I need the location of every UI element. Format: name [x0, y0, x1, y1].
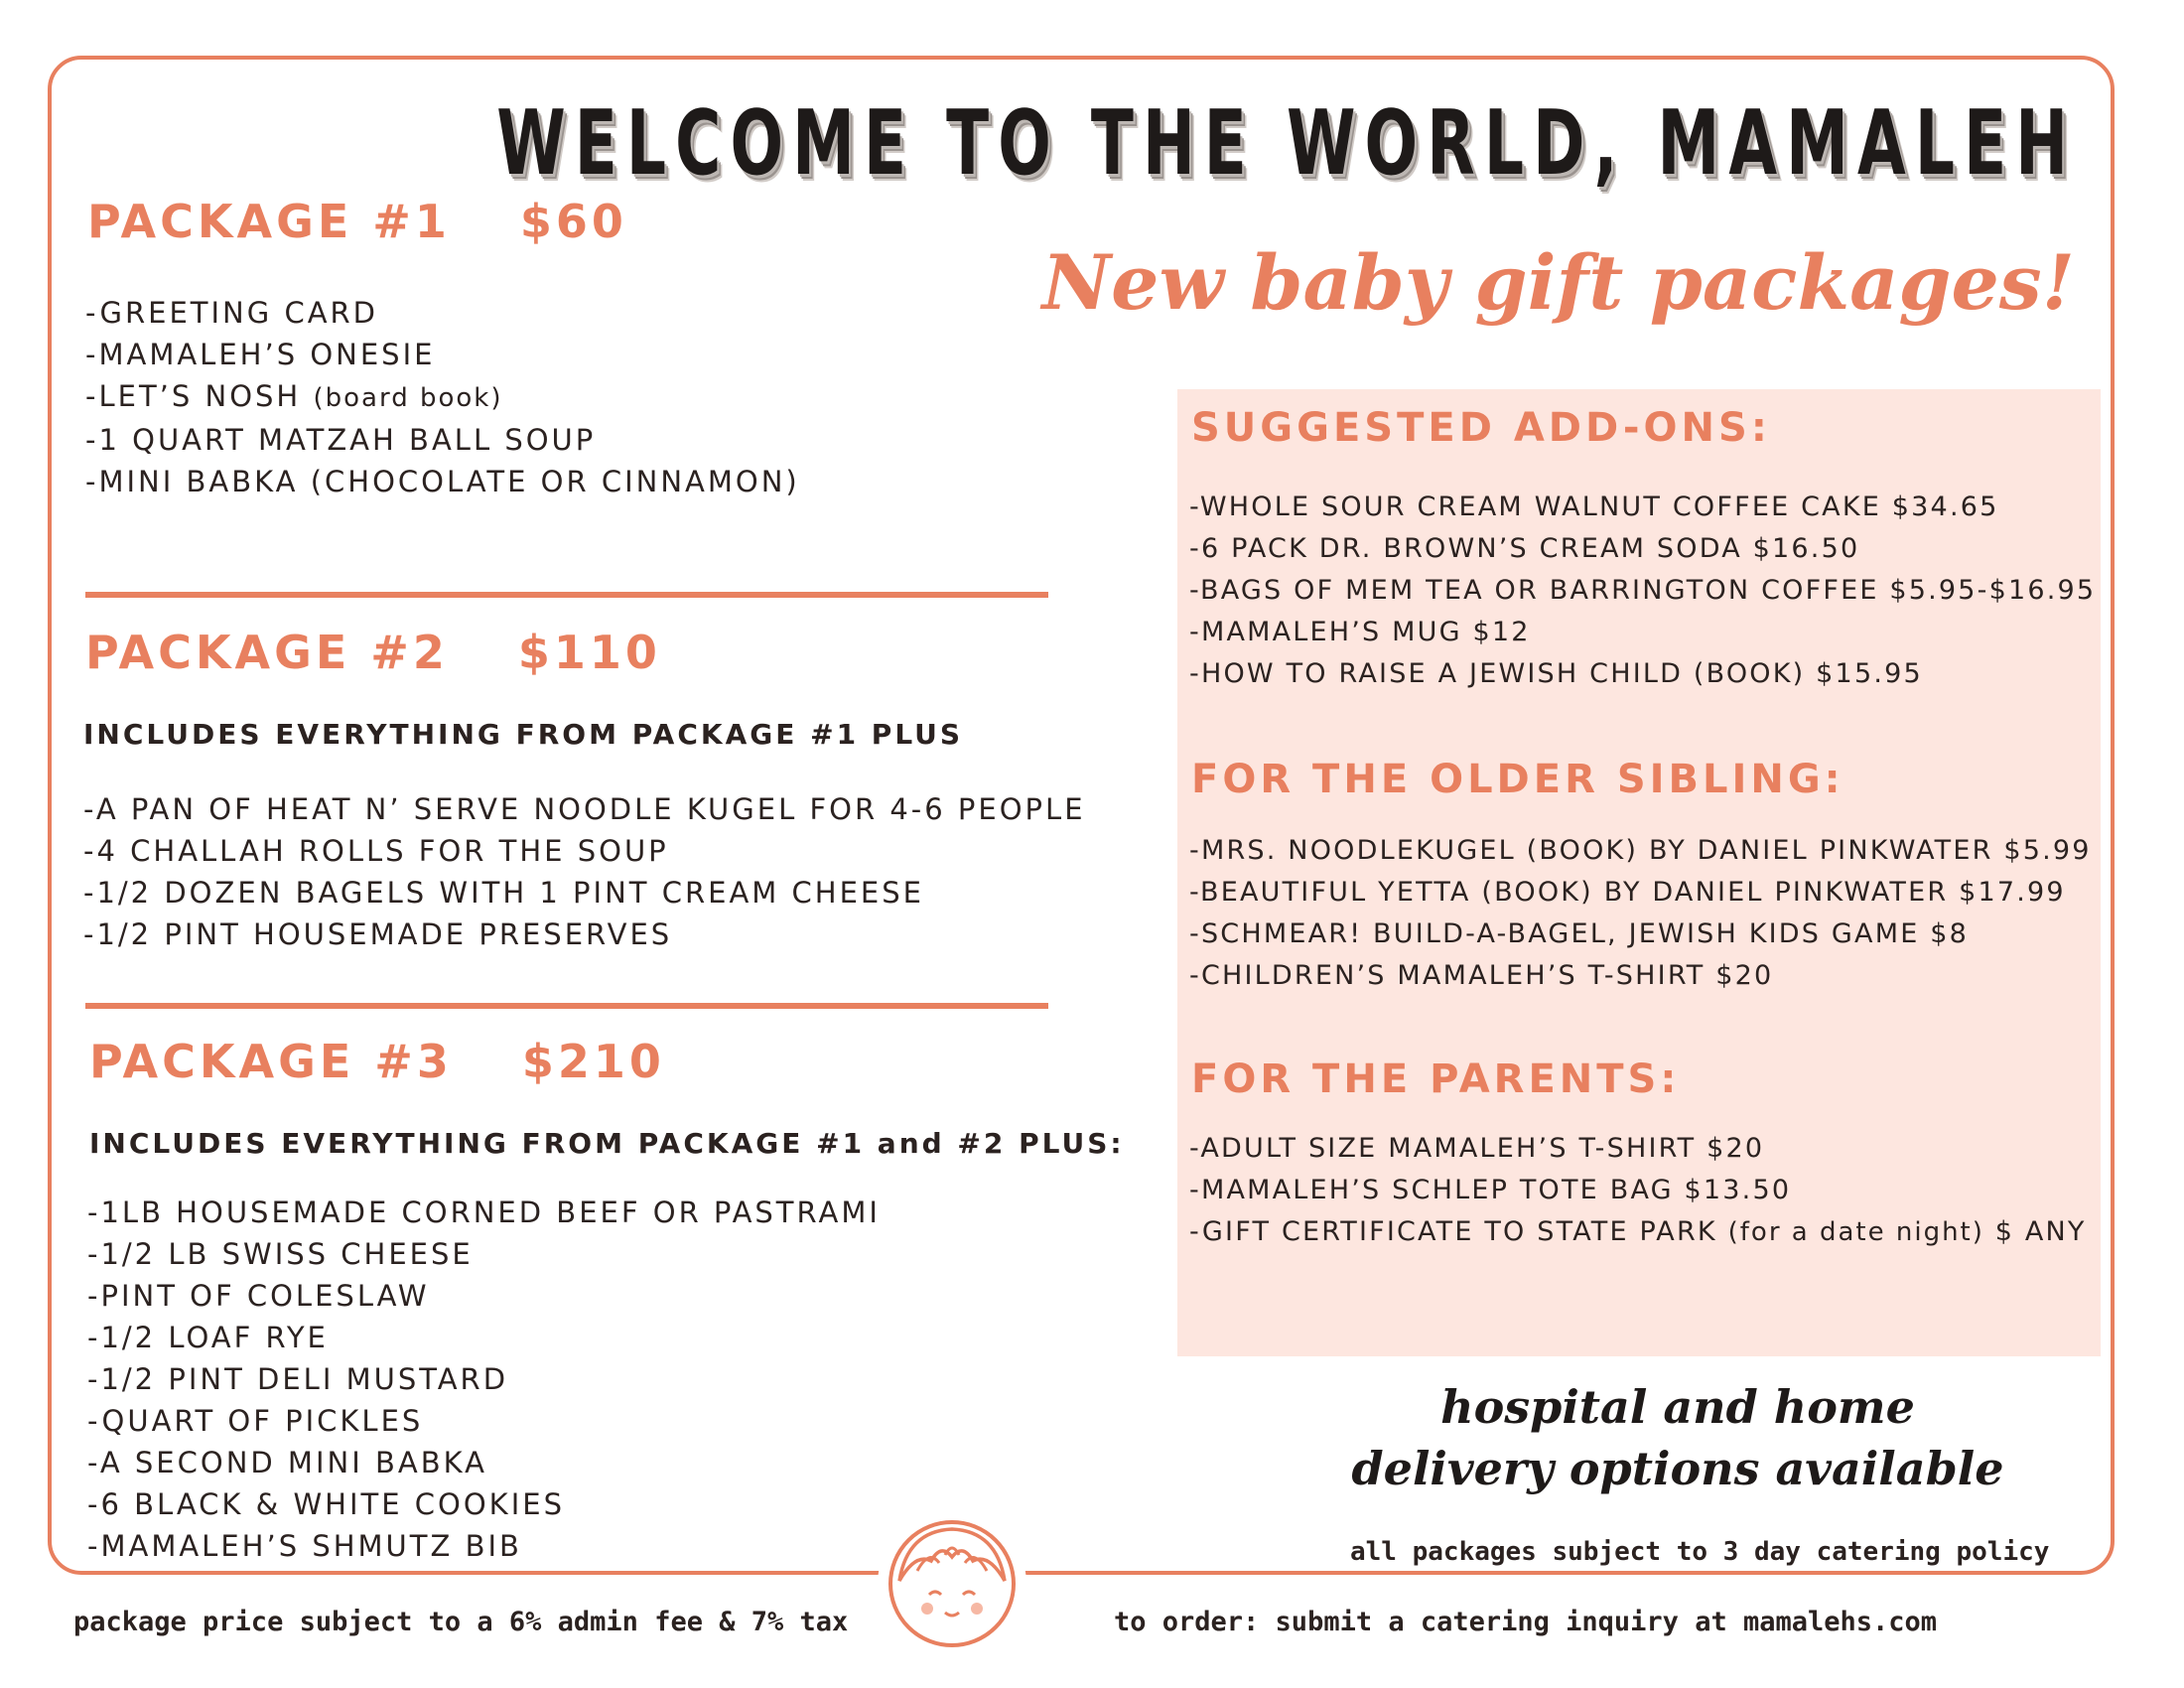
list-item-text: -LET’S NOSH — [85, 379, 302, 413]
list-item-note: (board book) — [313, 383, 503, 413]
list-item: -1/2 PINT DELI MUSTARD — [87, 1362, 509, 1396]
list-item: -1/2 DOZEN BAGELS WITH 1 PINT CREAM CHEESE — [83, 876, 924, 910]
list-item: -QUART OF PICKLES — [87, 1404, 424, 1438]
list-item-note: (for a date night) — [1727, 1217, 1984, 1247]
list-item: -ADULT SIZE MAMALEH’S T-SHIRT $20 — [1189, 1133, 1765, 1164]
list-item-text: -GIFT CERTIFICATE TO STATE PARK — [1189, 1216, 1728, 1247]
list-item: -PINT OF COLESLAW — [87, 1279, 430, 1313]
list-item: -MAMALEH’S SHMUTZ BIB — [87, 1529, 522, 1563]
list-item: -A SECOND MINI BABKA — [87, 1446, 487, 1479]
list-item: -1LB HOUSEMADE CORNED BEEF OR PASTRAMI — [87, 1196, 881, 1229]
list-item: -1/2 LOAF RYE — [87, 1321, 329, 1354]
page-subtitle: New baby gift packages! — [1041, 238, 2075, 327]
mamaleh-face-logo-icon — [878, 1509, 1026, 1658]
list-item: -MRS. NOODLEKUGEL (BOOK) BY DANIEL PINKWATER $5.99 — [1189, 835, 2092, 866]
list-item: -MINI BABKA (CHOCOLATE OR CINNAMON) — [85, 465, 800, 498]
list-item: -WHOLE SOUR CREAM WALNUT COFFEE CAKE $34.65 — [1189, 492, 1999, 522]
older-sibling-heading: FOR THE OLDER SIBLING: — [1191, 757, 1844, 802]
older-sibling-list — [1189, 830, 2092, 997]
list-item-price: $ ANY — [1983, 1216, 2087, 1247]
package-3-price: $210 — [521, 1035, 665, 1088]
catering-policy-note: all packages subject to 3 day catering policy — [1350, 1537, 2050, 1567]
package-1-price: $60 — [519, 195, 627, 248]
list-item: -4 CHALLAH ROLLS FOR THE SOUP — [83, 834, 669, 868]
list-item: -A PAN OF HEAT N’ SERVE NOODLE KUGEL FOR 4-6 PEOPLE — [83, 792, 1086, 826]
package-1-heading — [87, 195, 627, 248]
footer-order-note: to order: submit a catering inquiry at mamalehs.com — [1108, 1607, 1943, 1637]
list-item: -MAMALEH’S ONESIE — [85, 338, 436, 371]
list-item: -CHILDREN’S MAMALEH’S T-SHIRT $20 — [1189, 960, 1774, 991]
delivery-note — [1320, 1376, 2035, 1499]
list-item: -MAMALEH’S SCHLEP TOTE BAG $13.50 — [1189, 1175, 1792, 1205]
package-2-name: PACKAGE #2 — [85, 626, 449, 679]
package-2-heading — [85, 626, 661, 679]
section-divider — [85, 592, 1048, 598]
package-3-includes: INCLUDES EVERYTHING FROM PACKAGE #1 and #2 PLUS: — [89, 1127, 1125, 1160]
delivery-line-1: hospital and home — [1440, 1380, 1915, 1434]
list-item: -BAGS OF MEM TEA OR BARRINGTON COFFEE $5.95-$16.95 — [1189, 575, 2097, 606]
package-1-items — [85, 292, 800, 502]
add-ons-heading: SUGGESTED ADD-ONS: — [1191, 405, 1771, 451]
section-divider — [85, 1003, 1048, 1009]
add-ons-list — [1189, 487, 2096, 695]
list-item: -BEAUTIFUL YETTA (BOOK) BY DANIEL PINKWATER $17.99 — [1189, 877, 2066, 908]
package-3-name: PACKAGE #3 — [89, 1035, 453, 1088]
list-item: -MAMALEH’S MUG $12 — [1189, 617, 1531, 647]
package-2-includes: INCLUDES EVERYTHING FROM PACKAGE #1 PLUS — [83, 718, 964, 751]
delivery-line-2: delivery options available — [1351, 1442, 2004, 1495]
list-item: -6 PACK DR. BROWN’S CREAM SODA $16.50 — [1189, 533, 1860, 564]
list-item: -HOW TO RAISE A JEWISH CHILD (BOOK) $15.95 — [1189, 658, 1923, 689]
page-title: WELCOME TO THE WORLD, MAMALEH — [496, 91, 2077, 196]
footer-fee-note: package price subject to a 6% admin fee & 7% tax — [68, 1607, 854, 1637]
list-item — [85, 375, 800, 419]
package-3-items — [87, 1192, 881, 1567]
list-item: -1 QUART MATZAH BALL SOUP — [85, 423, 597, 457]
list-item: -1/2 PINT HOUSEMADE PRESERVES — [83, 917, 673, 951]
list-item: -GREETING CARD — [85, 296, 379, 330]
list-item: -6 BLACK & WHITE COOKIES — [87, 1487, 565, 1521]
list-item — [1189, 1211, 2087, 1253]
list-item: -SCHMEAR! BUILD-A-BAGEL, JEWISH KIDS GAME $8 — [1189, 918, 1969, 949]
package-1-name: PACKAGE #1 — [87, 195, 451, 248]
list-item: -1/2 LB SWISS CHEESE — [87, 1237, 474, 1271]
package-2-items — [83, 788, 1086, 955]
logo-svg — [878, 1509, 1026, 1658]
parents-heading: FOR THE PARENTS: — [1191, 1056, 1681, 1102]
parents-list — [1189, 1128, 2087, 1253]
package-2-price: $110 — [517, 626, 661, 679]
package-3-heading — [89, 1035, 665, 1088]
